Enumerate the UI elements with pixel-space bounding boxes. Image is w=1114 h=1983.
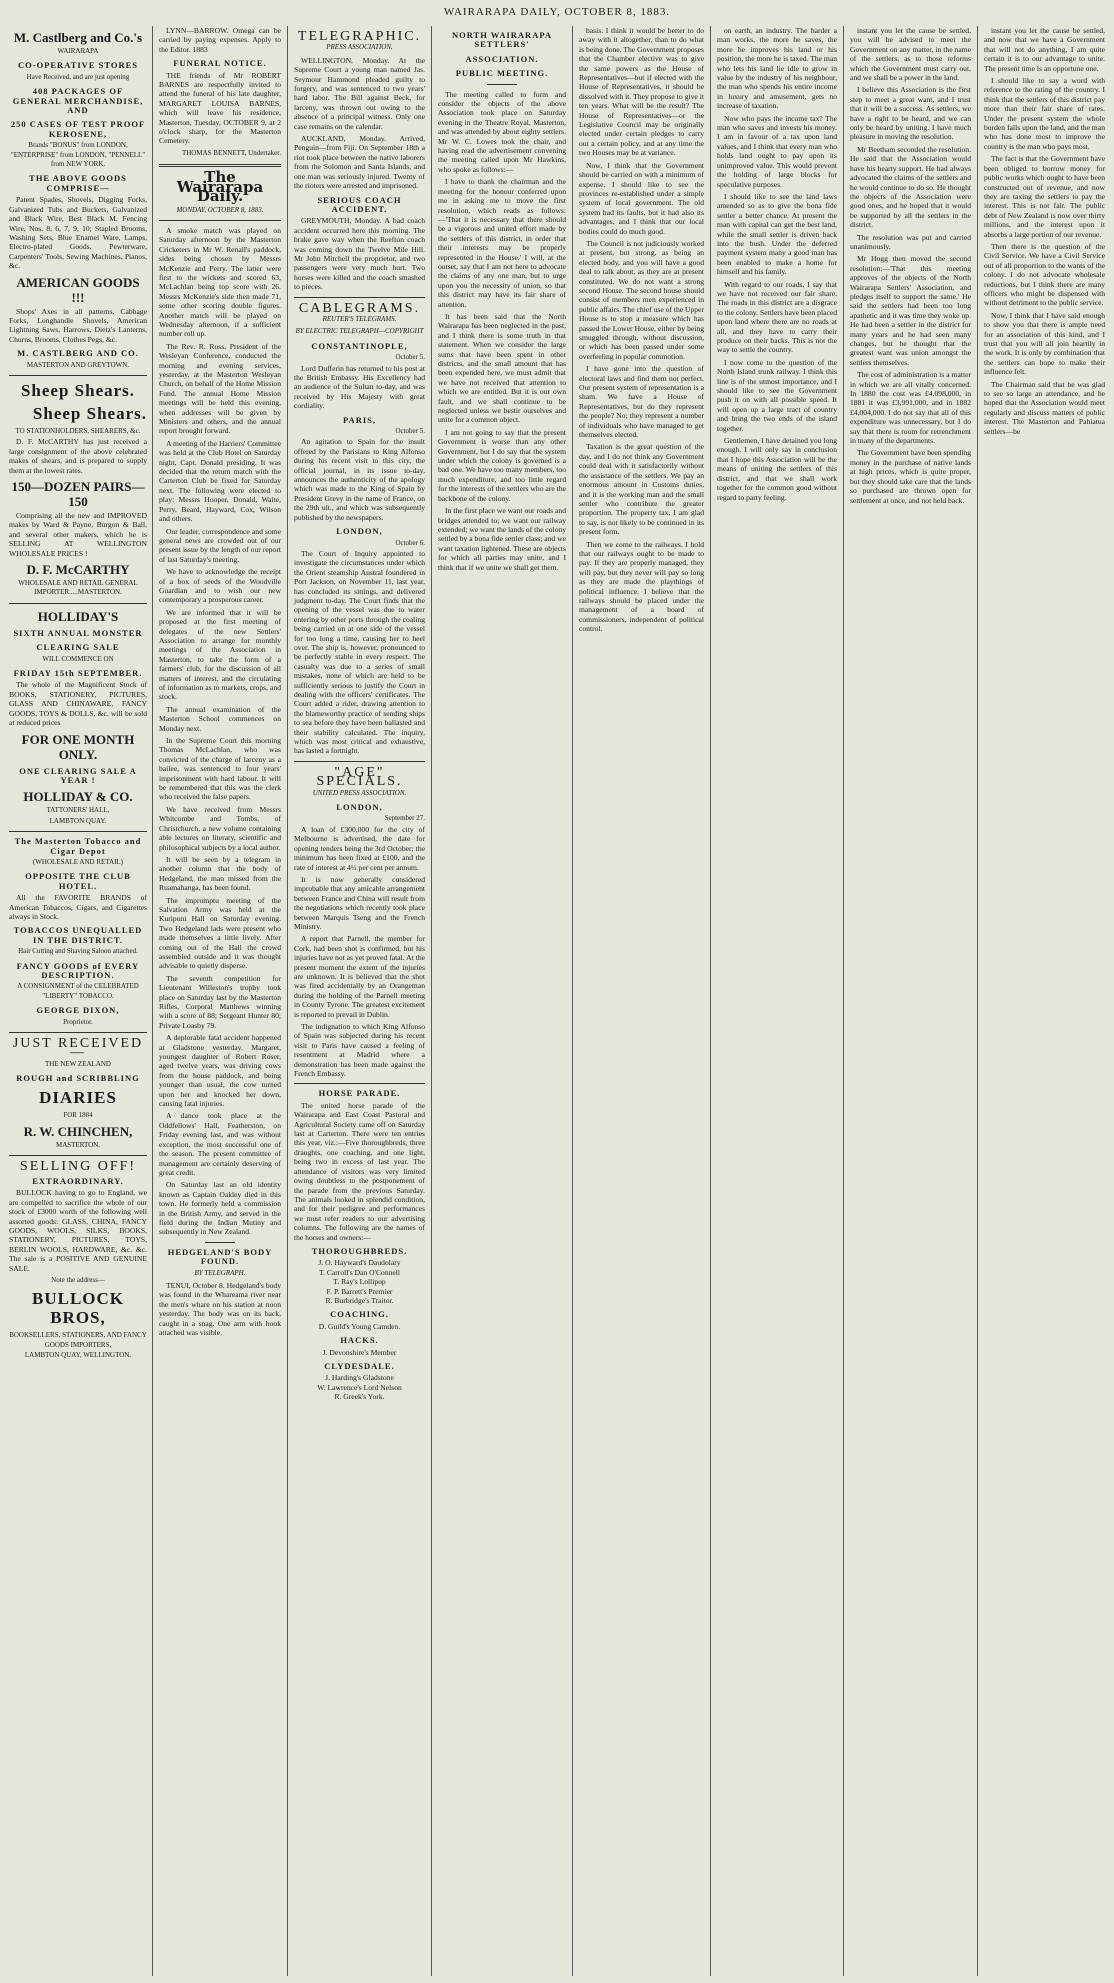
report-paragraph: The cost of administration is a matter in which we are all vitally concerned. In 1880 the cost was £4,098,000, in 1881 it was £3,991,000, and in 1882 £4,004,000. I do not say that all of this expenditure was unnecessary, but I do say that there is room for retrenchment in many of the departments. (850, 370, 971, 446)
ad-tobacco-depot: The Masterton Tobacco and Cigar Depot (14, 836, 142, 856)
ad-tobacco-text: All the FAVORITE BRANDS of American Tobaccos, Cigars, and Cigarettes always in Stock. (9, 893, 147, 921)
ad-bullock-bros: BULLOCK BROS, (31, 1289, 125, 1328)
press-association: PRESS ASSOCIATION. (326, 43, 393, 52)
divider (205, 1242, 235, 1243)
report-paragraph: The Government have been spending money in the purchase of native lands at high prices, which is quite proper, but they should take care that the lands so purchased are thrown open for settlement at once, and not held back. (850, 448, 971, 505)
column-rule (431, 26, 432, 1976)
news-paragraph: The seventh competition for Lieutenant Willeston's trophy took place on Saturday last by the Masterton Rifles, Corporal Matthews winning with a score of 88; Sergeant Hunter 80; Private Loasby 79. (159, 973, 281, 1030)
cable-paragraph: An agitation to Spain for the insult offered by the Parisians to King Alfonso during his recent visit to this city, the official journal, in its issue to-day, announces the authenticity of the apology which was made to the King of Spain by President Grevy in the name of France, on the 29th ult., and which was subsequently published by the newspapers. (294, 437, 425, 522)
ad-castlberg-american: AMERICAN GOODS !!! (16, 274, 140, 305)
horse-parade-text: The united horse parade of the Wairarapa and East Coast Pastoral and Agricultural Society came off on Saturday last at Carterton. There were ten entries this year, viz.:—Five thoroughbreds, three draughts, one coaching, and one light, being two in excess of last year. The attendance of visitors was very limited owing doubtless to the postponement of the parade from the previous Saturday. The animals looked in splendid condition, and for their pedigree and performances we must refer readers to our advertising columns. The following are the names of the horses and owners:— (294, 1100, 425, 1242)
funeral-notice-heading: FUNERAL NOTICE. (173, 58, 267, 69)
copyright-subheading: BY ELECTRIC TELEGRAPH—COPYRIGHT (295, 327, 424, 336)
ad-holliday-name: HOLLIDAY'S (37, 608, 119, 624)
news-paragraph: A meeting of the Harriers' Committee was held at the Club Hotel on Saturday night, Capt. Donald presiding. It was decided that the return match with the Carterton Club be fixed for Saturday next. The following were elected to play: Messrs Hooper, Donald, Waite, Perry, Beard, Hayward, Cox, Wilson and others. (159, 438, 281, 524)
ad-castlberg-firm: M. CASTLBERG AND CO. (17, 348, 139, 359)
settlers-heading-2: ASSOCIATION. (465, 53, 539, 64)
funeral-notice-text: THE friends of Mr ROBERT BARNES are respectfully invited to attend the funeral of his late daughter, MARGARET LOUISA BARNES, which will leave his residence, Masterton, Tuesday, OCTOBER 9, at 2 o'clock sharp, for the Masterton Cemetery. (159, 70, 281, 146)
ad-diaries-chinchen: R. W. CHINCHEN, (23, 1124, 133, 1140)
report-paragraph: Then we come to the railways. I hold that our railways ought to be made to pay. If they are properly managed, they will pay, but they never will pay so long as they are made the playthings of political influence. I believe that the railways should be placed under the management of a board of commissioners, independent of political control. (579, 539, 704, 634)
divider (9, 831, 147, 832)
news-paragraph: A deplorable fatal accident happened at Gladstone yesterday. Margaret, youngest daughter of Robert Roser, aged twelve years, was driving cows from the house paddock, and being younger than usual, the cow turned upon her and knocked her down, causing fatal injuries. (159, 1033, 281, 1109)
ad-sheep-text: D. F. McCARTHY has just received a large consignment of the above celebrated makes of shears, and is prepared to supply them at the lowest rates. (9, 437, 147, 475)
ad-sheep-dozen: 150—DOZEN PAIRS—150 (11, 479, 145, 509)
report-paragraph: I have gone into the question of electoral laws and find them not perfect. Our present system of representation is a sham. We have a House of Representatives, but do they represent the people? No; they represent a number of individuals who have managed to get themselves elected. (579, 364, 704, 440)
divider (9, 1155, 147, 1156)
report-paragraph: I am not going to say that the present Government is worse than any other Government, but I do say that the system under which the colony is governed is a bad one. We have too many members, too much expenditure, and too little regard for the interests of the settlers who are the backbone of the colony. (438, 427, 566, 503)
ad-holliday-hall: TATTONERS' HALL, (46, 806, 110, 815)
divider (9, 1032, 147, 1033)
ad-holliday-co: HOLLIDAY & CO. (23, 789, 133, 805)
hedgeland-text: TENUI, October 8. Hedgeland's body was found in the Whareama river near the men's whare on his station at noon yesterday. The body was on its back, caught in a snag. One arm with hook attached was visible. (159, 1280, 281, 1337)
report-paragraph: Now, I think that I have said enough to show you that there is ample need for an association of this kind, and I trust that you will all join heartily in the work. It is only by combination that the settlers can hope to make their influence felt. (984, 310, 1105, 377)
hedgeland-by-telegraph: BY TELEGRAPH. (194, 1268, 246, 1277)
coaching-heading: COACHING. (330, 1309, 389, 1320)
dateline-date: October 6. (395, 538, 425, 547)
ad-holliday-one-month: FOR ONE MONTH ONLY. (21, 731, 135, 762)
report-paragraph: Mr Hogg then moved the second resolution:—'That this meeting approves of the objects of the North Wairarapa Settlers' Association, and pledges itself to support the same.' He said the settlers had been too long apathetic and it was time they woke up. He had been a settler in the district for many years and he had seen many changes, but he thought that the greatest want was union amongst the settlers themselves. (850, 254, 971, 367)
column-local-news (154, 26, 286, 1976)
news-paragraph: The Rev. R. Ross, President of the Wesleyan Conference, conducted the morning and evening services, yesterday, at the Masterton Wesleyan Church, on behalf of the Home Mission Fund. The annual Home Mission meetings will be held this evening, when addresses will be given by Ministers and others, and the annual report brought forward. (159, 341, 281, 436)
ad-sheep-comprising: Comprising all the new and IMPROVED makes by Ward & Payne, Burgon & Ball, and several other makers, which he is SELLING AT WELLINGTON WHOLESALE PRICES ! (9, 511, 147, 558)
report-paragraph: In the first place we want our roads and bridges attended to; we want our railway extended; we want the lands of the colony settled by a bona fide settler class; and we want taxation lightened. These are objects for which all parties may unite, and I think that if we unite we shall get them. (438, 506, 566, 572)
news-paragraph: The annual examination of the Masterton School commences on Monday next. (159, 704, 281, 733)
report-paragraph: The meeting called to form and consider the objects of the above Association took place on Saturday evening in the Theatre Royal, Masterton, and was attended by about eighty settlers. Mr W. C. Lowes took the chair, and having read the advertisement convening the meeting called upon Mr Hawkins, who spoke as follows:— (438, 89, 566, 174)
ad-castlberg-heading: M. Castlberg and Co.'s (13, 30, 143, 45)
ad-castlberg-kerosene: 250 CASES OF TEST PROOF KEROSENE, (10, 119, 146, 139)
ad-selling-note: Note the address— (51, 1275, 105, 1284)
ad-tobacco-opposite: OPPOSITE THE CLUB HOTEL. (25, 871, 131, 891)
horse-entry: R. Greek's York. (334, 1392, 385, 1402)
ad-tobacco-fancy: FANCY GOODS of EVERY DESCRIPTION. (16, 960, 140, 980)
ad-mccarthy-general: WHOLESALE AND RETAIL GENERAL IMPORTER.....MASTERTON. (18, 579, 138, 597)
report-paragraph: basis. I think it would be better to do away with it altogether, than to do what is being done. The Government proposes that the Chamber elective was to give the same powers as the House of Representatives—but if elected with the House of Representatives, it should be dissolved with it. They propose to give it ten years. What will be the result? The House of Representatives—or the Legislative Council may be originally elected under certain pledges to carry out a certain policy, and at any time the two Houses may be at variance. (579, 26, 704, 158)
column-rule (152, 26, 153, 1976)
divider (159, 164, 281, 167)
telegram-wellington: WELLINGTON, Monday. At the Supreme Court a young man named Jas. Seymour Hammond pleaded guilty to forgery, and was sentenced to two years' hard labor. The Bill against Beck, for larceny, was thrown out owing to the absence of a principal witness. Only one case remains on the calendar. (294, 55, 425, 131)
ad-selling-extraordinary: EXTRAORDINARY. (32, 1175, 124, 1186)
column-settlers-report (433, 26, 571, 1976)
report-paragraph: I should like to say a word with reference to the rating of the country. I think that the settlers of this district pay more than their fair share of rates. Under the present system the whole burden falls upon the land, and the man who has done most to improve the country is the man who pays most. (984, 76, 1105, 151)
column-rule (710, 26, 711, 1976)
coach-accident-heading: SERIOUS COACH ACCIDENT. (317, 194, 402, 214)
column-report-continued (979, 26, 1110, 1976)
dateline-date: October 5. (395, 353, 425, 362)
newspaper-logo: The Wairarapa Daily. (176, 168, 264, 206)
ad-mccarthy-name: D. F. McCARTHY (26, 562, 130, 578)
ad-sheep-shears-2: Sheep Shears. (32, 403, 147, 423)
notice-top: LYNN—BARROW. Omega can be carried by paying expenses. Apply to the Editor. 1883 (159, 26, 281, 54)
news-paragraph: A dance took place at the Oddfellows' Hall, Featherston, on Friday evening last, and was without exception, the most successful one of the season. The present committee of management are certainly deserving of great credit. (159, 1111, 281, 1177)
horse-entry: T. Ray's Lollipop (333, 1277, 386, 1287)
horse-entry: D. Guild's Young Camden. (318, 1321, 401, 1331)
column-report-continued (574, 26, 709, 1976)
report-paragraph: I have to thank the chairman and the meeting for the honour conferred upon me in asking me to move the first resolution, which reads as follows:—'That it is necessary that there should be a vigorous and united effort made by the settlers of this district, in order that their interests may be properly represented in the House.' I will, at the outset, say that I am not here to advocate the claims of any one man, but to urge upon you the necessity of union, so that this district may have its fair share of attention. (438, 177, 566, 309)
divider (294, 761, 425, 762)
ad-holliday-clearing: CLEARING SALE (36, 642, 120, 653)
news-paragraph: We have to acknowledge the receipt of a box of seeds of the Woodville Guardian and to wish our new contemporary a prosperous career. (159, 567, 281, 605)
clydesdale-heading: CLYDESDALE. (324, 1361, 395, 1371)
ad-holliday-commencing: WILL COMMENCE ON (42, 654, 114, 663)
hedgeland-heading: HEDGELAND'S BODY FOUND. (167, 1246, 273, 1267)
report-paragraph: Then there is the question of the Civil Service. We have a Civil Service out of all proportion to the wants of the colony. I do not advocate wholesale reductions, but I think there are many officers who might be dispensed with without detriment to the public service. (984, 241, 1105, 308)
ad-tobacco-dixon: GEORGE DIXON, (36, 1005, 120, 1016)
ad-castlberg-stores: CO-OPERATIVE STORES (18, 60, 138, 71)
ad-castlberg-american-list: Shops' Axes in all patterns, Cabbage Forks, Longhandle Shovels, American Lightning Saws, Harrows, Dietz's Lanterns, Churns, Brooms, Clothes Pegs, &c. (9, 306, 147, 344)
report-paragraph: I now come to the question of the North Island trunk railway. I think this line is of the utmost importance, and I should like to see the Government push it on with all possible speed. It will open up a large tract of country and bring the two ends of the island together. (717, 357, 837, 433)
column-rule (977, 26, 978, 1976)
funeral-undertaker: THOMAS BENNETT, Undertaker. (181, 148, 281, 157)
horse-entry: W. Lawrence's Lord Nelson (317, 1382, 402, 1392)
dateline-date: October 5. (395, 427, 425, 436)
ad-tobacco-liberty: A CONSIGNMENT of the CELEBRATED "LIBERTY" TOBACCO. (17, 982, 139, 1000)
report-paragraph: Now who pays the income tax? The man who saves and invests his money. I am in favour of a tax upon land values, and I think that every man who holds land ought to pay upon its unimproved value. This would prevent the holding of large blocks for speculative purposes. (717, 113, 837, 189)
ad-diaries-year: FOR 1884 (63, 1110, 93, 1119)
horse-entry: J. Harding's Gladstone (325, 1373, 394, 1383)
cable-paragraph: A loan of £300,000 for the city of Melbourne is advertised, the date for opening tenders being the 3rd October; the minimum has been fixed at £100, and the rate of interest at 4½ per cent per annum. (294, 824, 425, 872)
telegraphic-heading: TELEGRAPHIC. (297, 29, 422, 44)
dateline-date: September 27. (384, 814, 425, 823)
news-paragraph: In the Supreme Court this morning Thomas McLachlan, who was convicted of the charge of larceny as a bailee, was sentenced to four years' imprisonment with hard labour. It will be remembered that this was the clerk who received the false papers. (159, 736, 281, 802)
report-paragraph: Gentlemen, I have detained you long enough. I will only say in conclusion that I hope this Association will be the means of uniting the settlers of this district, and that we shall work together for the common good without regard to party feeling. (717, 436, 837, 502)
dateline-london: LONDON, (336, 526, 383, 537)
telegram-auckland: AUCKLAND, Monday. Arrived, Penguin—from Fiji. On September 18th a riot took place between the native laborers from the Solomon and Santa Islands, and one man was seriously injured. Twenty of the rioters were arrested and imprisoned. (294, 134, 425, 191)
column-report-continued (712, 26, 842, 1976)
ad-castlberg-list: Patent Spades, Shovels, Digging Forks, Galvanized Tubs and Buckets, Galvanized and Black Wire, Best Black M. Fencing Wire, Nos. 8, 6, 7, 9, 10; Stapled Brooms, Washing Sets, Blue Enamel Ware, Lamps, Electro-plated Goods, Pewterware, Carpenters' Tools, Sewing Machines, Pianos, &c. (9, 195, 147, 271)
horse-entry: R. Burbridge's Traitor. (325, 1295, 394, 1305)
cable-paragraph: A report that Parnell, the member for Cork, had been shot is confirmed, but his injuries have not as yet proved fatal. At the present moment the extent of the injuries are unknown. It is believed that the shot was fired accidentally by an Orangeman during the holding of the Parnell meeting in County Tyrone. The greatest excitement is reported to prevail in Dublin. (294, 934, 425, 1019)
thoroughbreds-heading: THOROUGHBREDS. (311, 1245, 408, 1256)
report-paragraph: It has been said that the North Wairarapa has been neglected in the past, and I think there is some truth in that statement. When we consider the large sums that have been spent in other districts, and the small amount that has been expended here, we must admit that we have not received that attention to which we are entitled. But it is our own fault, and we shall continue to be neglected unless we bestir ourselves and unite for a common object. (438, 311, 566, 425)
issue-date: MONDAY, OCTOBER 8, 1883. (176, 205, 264, 214)
ad-tobacco-proprietor: Proprietor. (63, 1017, 93, 1026)
news-paragraph: We have received from Messrs Whitcombe and Tombs, of Christchurch, a new volume containing able lectures on literary, scientific and philosophical subjects by a local author. (159, 804, 281, 852)
ad-diaries-just: JUST RECEIVED— (12, 1036, 144, 1061)
dateline-london: LONDON, (336, 802, 383, 813)
report-paragraph: instant you let the cause be settled, you will be advised to meet the Government on any matter, in the name of the settlers, as to those reforms which the Government must carry out, and we shall be a power in the land. (850, 26, 971, 83)
ad-tobacco-hair: Hair Cutting and Shaving Saloon attached. (18, 947, 138, 956)
ad-holliday-friday: FRIDAY 15th SEPTEMBER. (13, 668, 143, 679)
column-rule (572, 26, 573, 1976)
ad-castlberg-above: THE ABOVE GOODS COMPRISE— (29, 173, 127, 193)
ad-tobacco-wholesale: (WHOLESALE AND RETAIL) (32, 857, 124, 866)
column-advertisements (4, 26, 152, 1976)
ad-holliday-lambton: LAMBTON QUAY. (49, 816, 107, 825)
cable-paragraph: Lord Dufferin has returned to his post at the British Embassy. His Excellency had an audience of the Sultan to-day, and was received by His Majesty with great cordiality. (294, 363, 425, 411)
report-paragraph: The Chairman said that he was glad to see so large an attendance, and he hoped that the Association would meet regularly and discuss matters of public interest. The Masterton and Pahiatua settlers—be (984, 379, 1105, 436)
divider (294, 297, 425, 298)
settlers-heading-3: PUBLIC MEETING. (455, 68, 549, 79)
horse-entry: J. O. Hayward's Daudolary (318, 1258, 401, 1268)
divider (294, 1083, 425, 1084)
ad-sheep-station: TO STATIONHOLDERS, SHEARERS, &c. (15, 426, 141, 435)
ad-castlberg-received: Have Received, and are just opening (26, 72, 130, 81)
page-masthead: WAIRARAPA DAILY, OCTOBER 8, 1883. (443, 6, 671, 18)
news-paragraph: A smoke match was played on Saturday afternoon by the Masterton Cricketers in Mr W. Renall's paddock, sides being chosen by Messrs McKenzie and Perry. The latter were first to the wickets and scored 63, McLachlan being top score with 26. Messrs McKenzie's side then made 71, some other scoring double figures. Another match will be played on Wednesday afternoon, if a sufficient number roll up. (159, 225, 281, 339)
news-paragraph: Our leader, correspondence and some general news are crowded out of our present issue by the length of our report of last Saturday's meeting. (159, 526, 281, 564)
report-paragraph: The resolution was put and carried unanimously. (850, 232, 971, 251)
ad-bullock-booksellers: BOOKSELLERS, STATIONERS, AND FANCY GOODS IMPORTERS, (9, 1331, 147, 1349)
column-rule (843, 26, 844, 1976)
report-paragraph: Mr Beetham seconded the resolution. He said that the Association would have his hearty support. He had always advocated the claims of the settlers and he would continue to do so. He thought the objects of the Association were good ones, and he hoped that it would be supported by all the settlers in the district. (850, 144, 971, 230)
dateline-constantinople: CONSTANTINOPLE, (311, 340, 408, 351)
horse-entry: F. P. Barrett's Premier (326, 1286, 393, 1296)
column-telegraphic (289, 26, 430, 1976)
column-rule (287, 26, 288, 1976)
cable-paragraph: The Court of Inquiry appointed to investigate the circumstances under which the Orient steamship Austral foundered in Port Jackson, on November 11, last year, has concluded its sittings, and delivered judgment to-day. The Court finds that the opening of the vessel was due to water entering by other ports through the coaling being carried on at one side of the vessel for too long a time, causing her to heel over. The ship is, however, pronounced to be perfectly stable in every respect. The casualty was due to a series of small mistakes, none of which are held to be sufficiently serious to justify the Court in dealing with the officers' certificates. The Court added a rider, drawing attention to the blameworthy practice of sending ships to sea before they have been ballasted and their stability calculated. The inquiry, which was most critical and exhaustive, has lasted a fortnight. (294, 548, 425, 756)
report-paragraph: Now, I think that the Government should be carried on with a minimum of expense. I should like to see the provinces re-established under a simple system of local government. The old system had its faults, but it had also its advantages, and I think that our local bodies could do much good. (579, 160, 704, 236)
ad-tobacco-unequalled: TOBACCOS UNEQUALLED IN THE DISTRICT. (13, 925, 143, 945)
report-paragraph: I believe this Association is the first step to meet a great want, and I trust that it will be a success. As settlers, we have a right to be heard, and we can only be heard by uniting. I have much pleasure in moving the resolution. (850, 85, 971, 142)
ad-castlberg-brands: Brands "BONUS" from LONDON, "ENTERPRISE" from LONDON, "PENNELL" from NEW YORK. (10, 141, 146, 169)
hacks-heading: HACKS. (340, 1335, 379, 1346)
divider (9, 603, 147, 604)
ad-sheep-shears-1: Sheep Shears. (20, 380, 136, 400)
divider (487, 84, 517, 85)
cable-paragraph: It is now generally considered improbable that any amicable arrangement between France and China will result from the negotiations which recently took place between Marquis Tseng and the French Ministry. (294, 874, 425, 931)
news-paragraph: It will be seen by a telegram in another column that the body of Hedgeland, the man missed from the Ruamahanga, has been found. (159, 854, 281, 893)
horse-parade-heading: HORSE PARADE. (318, 1088, 401, 1099)
ad-holliday-stock: The whole of the Magnificent Stock of BOOKS, STATIONERY, PICTURES, GLASS AND CHINAWARE, FANCY GOODS, TOYS & DOLLS, &c. will be sold at reduced prices (9, 680, 147, 728)
ad-diaries-nz: THE NEW ZEALAND (45, 1059, 111, 1068)
ad-holliday-one-clearing: ONE CLEARING SALE A YEAR ! (19, 765, 137, 785)
ad-holliday-sixth: SIXTH ANNUAL MONSTER (13, 627, 143, 638)
settlers-heading-1: NORTH WAIRARAPA SETTLERS' (451, 30, 553, 50)
ad-selling-text: BULLOCK having to go to England, we are compelled to sacrifice the whole of our stock of £3000 worth of the following well assorted goods: GLASS, CHINA, FANCY GOODS, WOOLS, SILKS, BOOKS, STATIONERY, PICTURES, TOYS, BERLIN WOOLS, HARDWARE, &c. &c. The sale is a POSITIVE AND GENUINE SALE. (9, 1188, 147, 1273)
ad-diaries-title: DIARIES (39, 1087, 117, 1107)
ad-castlberg-packages: 408 PACKAGES OF GENERAL MERCHANDISE, AND (12, 86, 144, 116)
horse-entry: J. Devonshire's Member (322, 1347, 397, 1357)
coach-accident-text: GREYMOUTH, Monday. A bad coach accident occurred here this morning. The brake gave way when the Reefton coach was coming down the Twelve Mile Hill. Mr John Mitchell the proprietor, and two passengers were very much hurt. Two horses were killed and the coach smashed to pieces. (294, 216, 425, 292)
report-paragraph: I should like to see the land laws amended so as to give the bona fide settler a better chance. At present the man with capital can get the best land, while the small settler is driven back into the bush. Under the deferred payment system many a good man has been enabled to make a home for himself and his family. (717, 191, 837, 277)
report-paragraph: The Council is not judiciously worked at present, but strong, as being an elected body, and you will have a good deal to talk about, as they are at present constituted. We do not want a strong second House. The second house should consist of members men experienced in public affairs. The chief use of the Upper House is to stop a measure which has passed the Lower House, either by being smuggled through, without discussion, or which has been passed under some overfeeling in popular commotion. (579, 238, 704, 361)
report-paragraph: The fact is that the Government have been obliged to borrow money for public works which ought to have been constructed out of revenue, and now they are taxing the settlers to pay the interest. This is not fair. The public debt of New Zealand is now over thirty millions, and the interest upon it absorbs a large portion of our revenue. (984, 154, 1105, 239)
report-paragraph: on earth, an industry. The harder a man works, the more he saves, the more he improves his land or his position, the more he is taxed. The man who lets his land lie idle to grow in value by the industry of his neighbour, the man who spends his entire income in luxury and amusement, gets no increase of taxation. (717, 26, 837, 111)
divider (9, 375, 147, 376)
column-report-continued (845, 26, 976, 1976)
ad-bullock-lambton: LAMBTON QUAY, WELLINGTON. (24, 1351, 132, 1360)
age-specials-heading: "AGE" SPECIALS. (316, 764, 403, 790)
divider (159, 220, 281, 221)
news-paragraph: On Saturday last an old identity known as Captain Oakley died in this town. He formerly held a commission in the British Army, and served in the field during the Indian Mutiny and subsequently in New Zealand. (159, 1180, 281, 1237)
ad-selling-off: SELLING OFF! (19, 1159, 137, 1175)
ad-diaries-masterton: MASTERTON. (56, 1141, 100, 1150)
ad-castlberg-places: MASTERTON AND GREYTOWN. (26, 360, 130, 369)
dateline-paris: PARIS, (343, 414, 376, 425)
report-paragraph: Taxation is the great question of the day, and I do not think any Government could deal with it satisfactorily without the assistance of the settlers. We pay an enormous amount in Customs duties, and it is the working man and the small settler who contribute the greater proportion. The property tax, I am glad to say, is not likely to be continued in its present form. (579, 442, 704, 537)
report-paragraph: With regard to our roads, I say that we have not received our fair share. The roads in this district are a disgrace to the colony. Settlers have been placed upon land where there are no roads at all, and they have to carry their produce on their backs. This is not the way to settle the country. (717, 279, 837, 355)
ad-castlberg-place: WAIRARAPA (57, 47, 99, 55)
upa-subheading: UNITED PRESS ASSOCIATION. (312, 788, 407, 797)
news-paragraph: The impromptu meeting of the Salvation Army was held at the Kuripuni Hall on Saturday evening. Two Hedgeland lads were present who made themselves a little lively. After coming out of the Hall the crowd assembled outside and it was thought advisable to quietly disperse. (159, 895, 281, 971)
cable-paragraph: The indignation to which King Alfonso of Spain was subjected during his recent visit to Paris have caused a feeling of resentment at Madrid where a demonstration has been made against the French Embassy. (294, 1022, 425, 1079)
report-paragraph: instant you let the cause be settled, and now that we have a Government that will not do anything, I am quite certain it is to our advantage to unite. The present time is an opportune one. (984, 26, 1105, 73)
reuters-subheading: REUTER'S TELEGRAMS. (322, 314, 397, 323)
news-paragraph: We are informed that it will be proposed at the first meeting of delegates of the new Settlers' Association to arrange for monthly meetings of the Association in Masterton, to take the form of a farmers' club, for the discussion of all matters of interest, and the circulating of information as to markets, crops, and stock. (159, 607, 281, 702)
horse-entry: T. Carroll's Dan O'Connell (318, 1267, 401, 1277)
ad-diaries-rough: ROUGH and SCRIBBLING (16, 1073, 140, 1084)
cablegrams-heading: CABLEGRAMS. (298, 300, 421, 316)
